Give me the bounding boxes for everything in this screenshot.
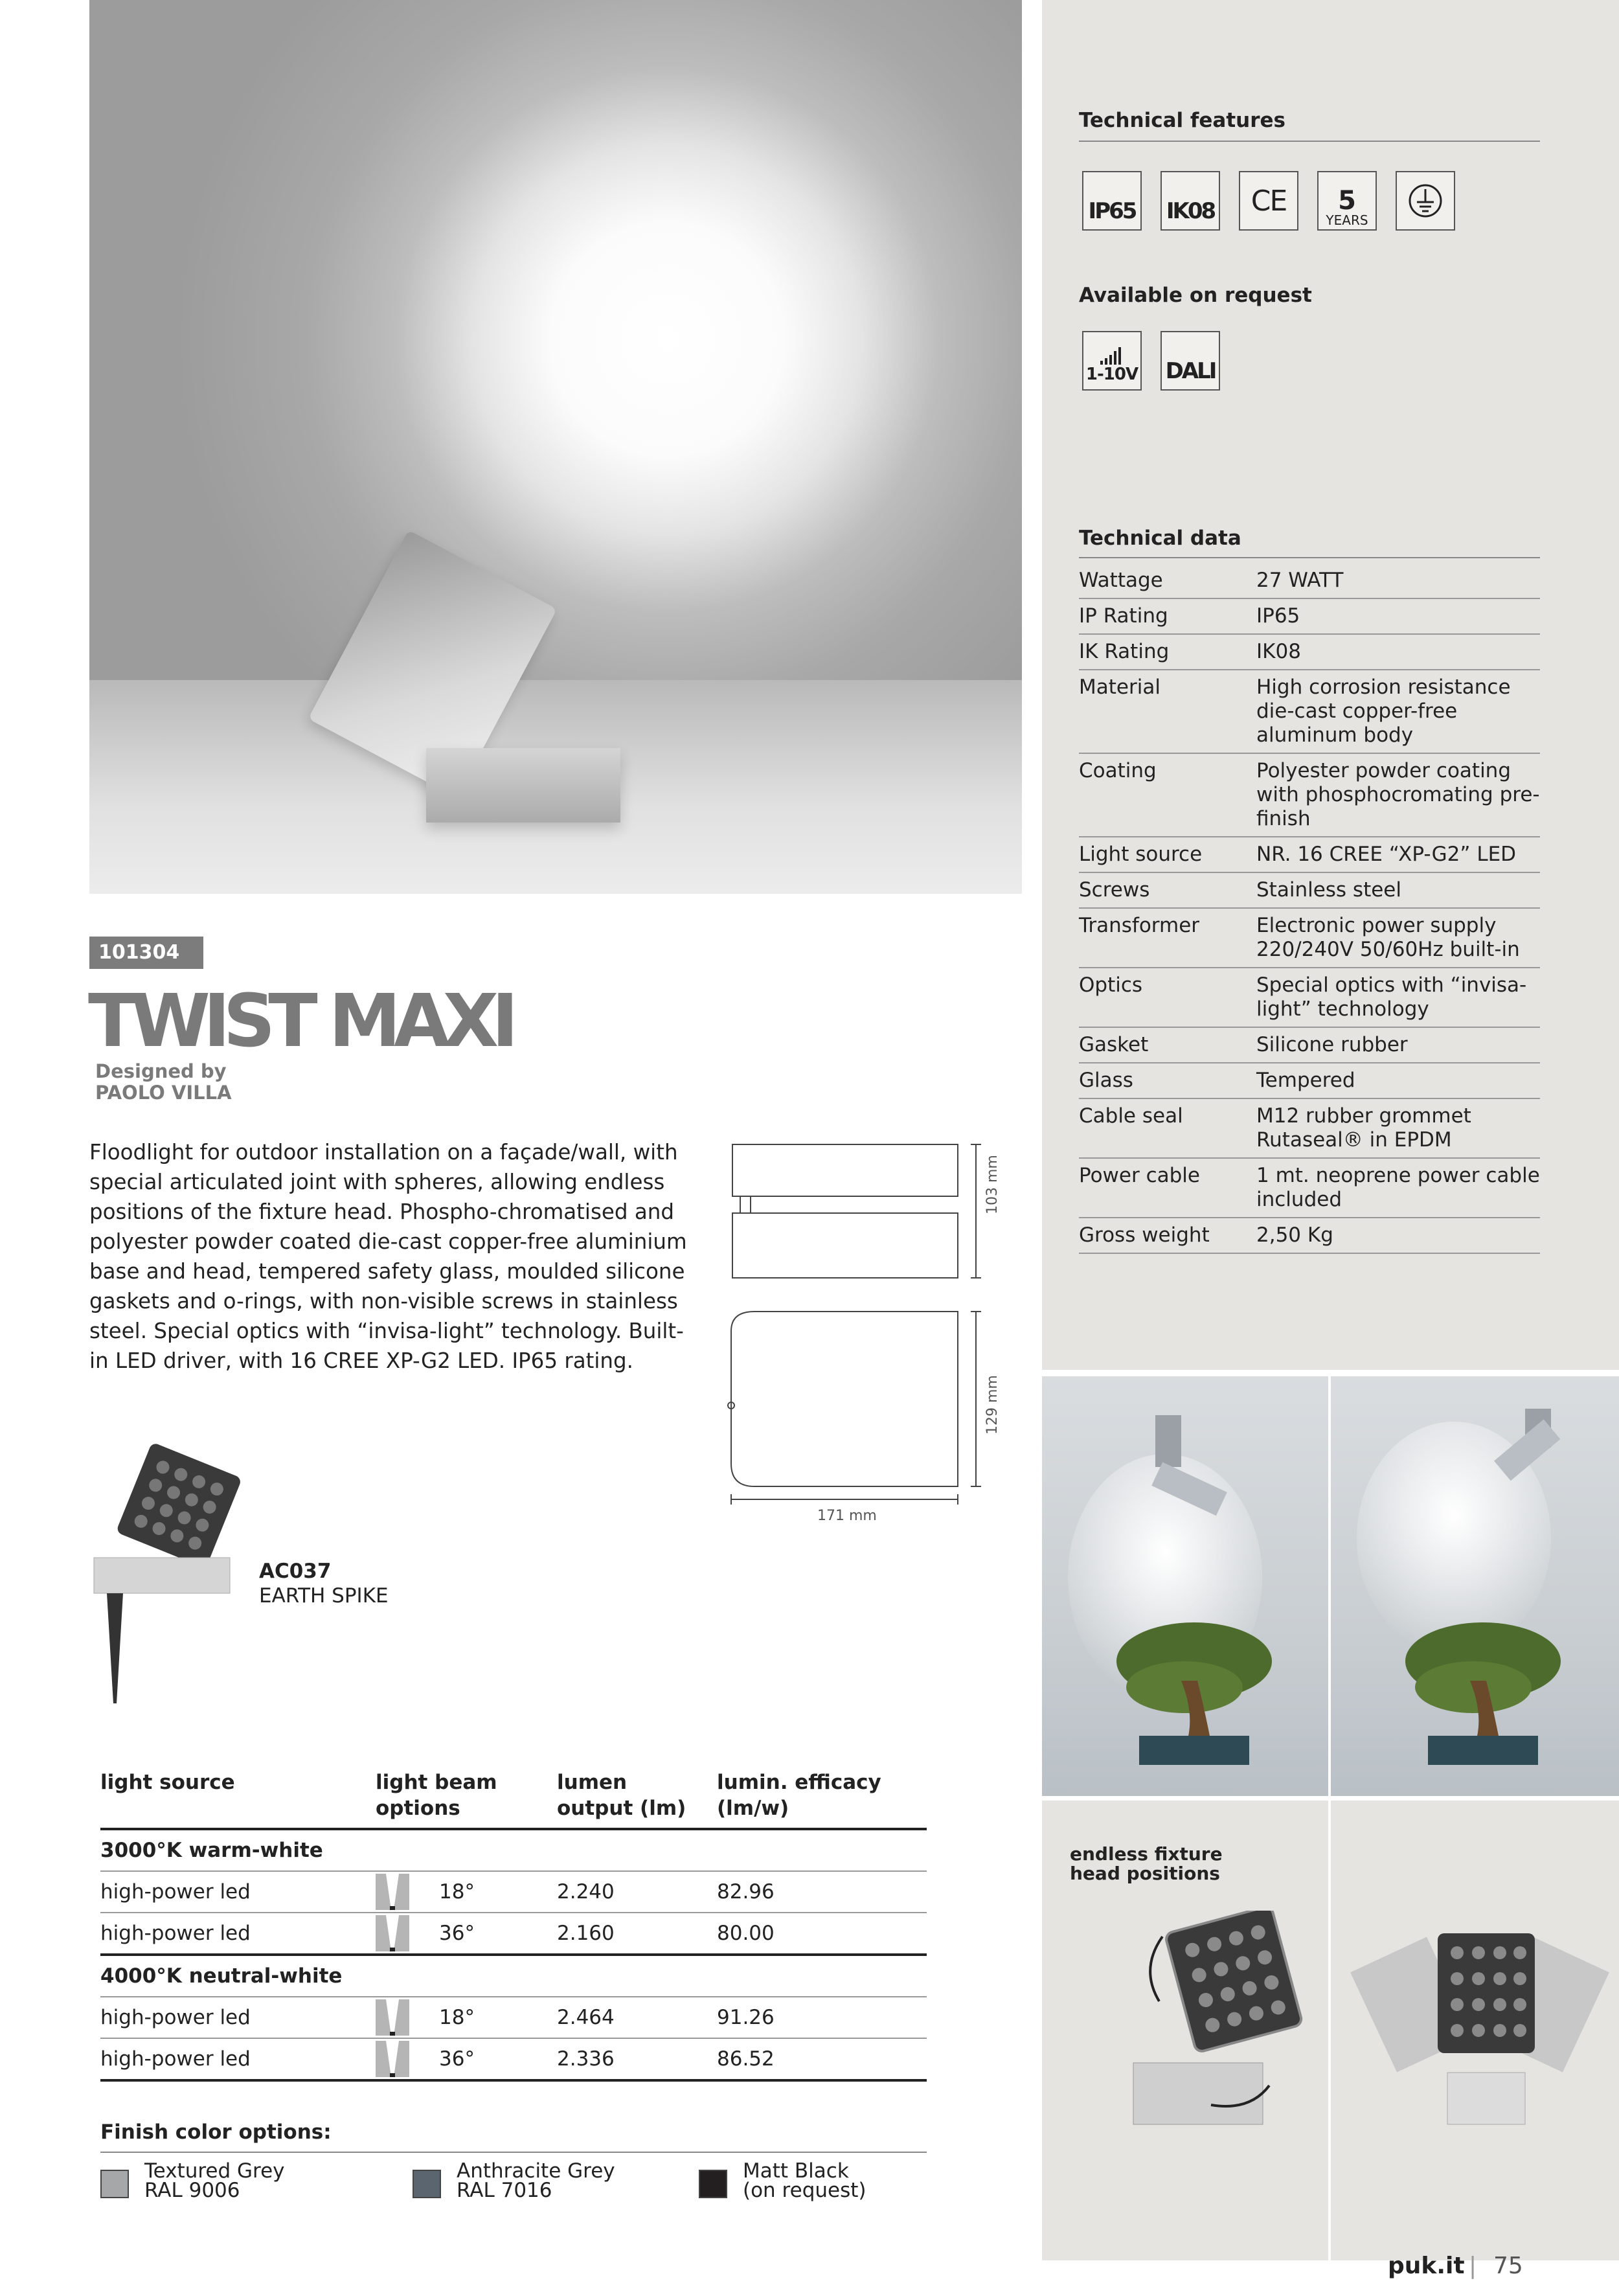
finish-textured-grey: Textured Grey RAL 9006	[144, 2159, 285, 2202]
divider	[1079, 557, 1540, 558]
light-source-row	[100, 2038, 927, 2080]
dimming-1-10v-label: 1-10V	[1085, 365, 1138, 384]
efficacy-cell: 82.96	[717, 1871, 927, 1913]
finish-options-title: Finish color options:	[100, 2120, 332, 2144]
designed-by-label: Designed by	[95, 1060, 227, 1082]
color-temperature-label: 4000°K neutral-white	[100, 1955, 927, 1997]
light-beam-icon	[376, 1999, 409, 2036]
tech-data-value: M12 rubber grommet Rutaseal® in EPDM	[1256, 1098, 1540, 1158]
tech-data-value: Stainless steel	[1256, 872, 1540, 908]
tech-data-row	[1079, 1098, 1540, 1158]
light-beam-cell	[376, 1997, 557, 2038]
divider	[1079, 141, 1540, 142]
tech-data-row	[1079, 670, 1540, 753]
accessory-code: AC037	[259, 1560, 332, 1583]
swatch-anthracite-grey	[413, 2170, 441, 2198]
light-source-row	[100, 1871, 927, 1913]
tech-data-label: Gross weight	[1079, 1218, 1256, 1253]
light-beam-cell	[376, 1913, 557, 1955]
divider	[100, 2152, 927, 2153]
available-on-request-title: Available on request	[1079, 284, 1312, 307]
hero-photo	[89, 0, 1022, 894]
dimming-1-10v-badge	[1082, 331, 1142, 391]
light-source-cell: high-power led	[100, 2038, 376, 2080]
light-beam-cell	[376, 2038, 557, 2080]
tech-data-row	[1079, 634, 1540, 670]
header-light-source: light source	[100, 1766, 376, 1829]
fixture-rotation-illustration	[1114, 1911, 1308, 2131]
tech-data-label: IK Rating	[1079, 634, 1256, 670]
tech-data-label: Coating	[1079, 753, 1256, 837]
designer-credit	[95, 1061, 232, 1104]
beam-angle: 18°	[439, 2006, 475, 2029]
header-lumen-output: lumen output (lm)	[557, 1766, 717, 1829]
finish-matt-black: Matt Black (on request)	[743, 2159, 866, 2202]
tech-data-label: Cable seal	[1079, 1098, 1256, 1158]
ce-mark-badge: CE	[1239, 171, 1298, 231]
tech-data-label: Light source	[1079, 837, 1256, 872]
tech-data-row	[1079, 598, 1540, 634]
fixture-positions-illustration	[1350, 1924, 1609, 2137]
tech-data-value: Electronic power supply 220/240V 50/60Hz built-in	[1256, 908, 1540, 968]
beam-angle: 36°	[439, 2047, 475, 2071]
tech-data-label: Gasket	[1079, 1027, 1256, 1063]
endless-positions-label: endless fixture head positions	[1070, 1843, 1223, 1884]
light-source-row	[100, 1997, 927, 2038]
light-source-table	[100, 1766, 927, 2082]
dimension-height-front: 129 mm	[984, 1375, 1001, 1435]
swatch-textured-grey	[100, 2170, 129, 2198]
tech-data-value: 2,50 Kg	[1256, 1218, 1540, 1253]
lumen-output-cell: 2.240	[557, 1871, 717, 1913]
designer-name: PAOLO VILLA	[95, 1082, 232, 1104]
fixture-base	[426, 748, 620, 823]
dali-badge: DALI	[1160, 331, 1220, 391]
tech-data-row	[1079, 837, 1540, 872]
signal-bars-icon	[1099, 347, 1125, 365]
tech-data-value: IP65	[1256, 598, 1540, 634]
efficacy-cell: 91.26	[717, 1997, 927, 2038]
warranty-years-number: 5	[1338, 186, 1356, 216]
color-temperature-label: 3000°K warm-white	[100, 1829, 927, 1871]
light-source-cell: high-power led	[100, 1997, 376, 2038]
footer-brand-link[interactable]: puk.it	[1388, 2253, 1465, 2279]
tech-data-row	[1079, 563, 1540, 598]
dimension-width: 171 mm	[817, 1508, 877, 1524]
tech-data-label: IP Rating	[1079, 598, 1256, 634]
lumen-output-cell: 2.160	[557, 1913, 717, 1955]
tech-data-value: 1 mt. neoprene power cable included	[1256, 1158, 1540, 1218]
lumen-output-cell: 2.336	[557, 2038, 717, 2080]
light-source-cell: high-power led	[100, 1871, 376, 1913]
footer-separator: |	[1469, 2253, 1477, 2279]
light-source-cell: high-power led	[100, 1913, 376, 1955]
bonsai-photo-left	[1042, 1376, 1328, 1796]
tech-data-row	[1079, 1027, 1540, 1063]
tech-data-value: IK08	[1256, 634, 1540, 670]
page-number: 75	[1493, 2253, 1523, 2279]
finish-anthracite-grey: Anthracite Grey RAL 7016	[457, 2159, 615, 2202]
tech-data-label: Glass	[1079, 1063, 1256, 1098]
lumen-output-cell: 2.464	[557, 1997, 717, 2038]
color-temperature-group-row	[100, 1829, 927, 1871]
tech-data-row	[1079, 1218, 1540, 1253]
efficacy-cell: 80.00	[717, 1913, 927, 1955]
tech-data-row	[1079, 1063, 1540, 1098]
beam-angle: 36°	[439, 1922, 475, 1945]
tech-data-value: NR. 16 CREE “XP-G2” LED	[1256, 837, 1540, 872]
tech-data-label: Power cable	[1079, 1158, 1256, 1218]
efficacy-cell: 86.52	[717, 2038, 927, 2080]
tech-data-value: High corrosion resistance die-cast copper-free aluminum body	[1256, 670, 1540, 753]
tech-data-label: Material	[1079, 670, 1256, 753]
light-beam-icon	[376, 1915, 409, 1951]
tech-data-value: Special optics with “invisa-light” technology	[1256, 968, 1540, 1027]
tech-data-value: Silicone rubber	[1256, 1027, 1540, 1063]
warranty-years-label: YEARS	[1326, 212, 1368, 228]
technical-drawings	[722, 1137, 988, 1512]
light-beam-cell	[376, 1871, 557, 1913]
ip65-badge: IP65	[1082, 171, 1142, 231]
technical-data-table	[1079, 563, 1540, 1254]
color-temperature-group-row	[100, 1955, 927, 1997]
tech-data-row	[1079, 908, 1540, 968]
beam-angle: 18°	[439, 1880, 475, 1904]
dimension-drawing	[722, 1137, 988, 1512]
tech-data-label: Optics	[1079, 968, 1256, 1027]
product-description	[89, 1137, 698, 1376]
tech-data-label: Transformer	[1079, 908, 1256, 968]
tech-data-row	[1079, 1158, 1540, 1218]
light-beam-icon	[376, 1874, 409, 1910]
light-source-row	[100, 1913, 927, 1955]
swatch-matt-black	[699, 2170, 727, 2198]
ground-icon	[1396, 171, 1455, 231]
tech-data-row	[1079, 872, 1540, 908]
tech-data-label: Wattage	[1079, 563, 1256, 598]
tech-data-row	[1079, 753, 1540, 837]
earth-spike-photo	[87, 1438, 256, 1710]
header-efficacy: lumin. efficacy (lm/w)	[717, 1766, 927, 1829]
technical-data-title: Technical data	[1079, 527, 1241, 550]
technical-features-title: Technical features	[1079, 109, 1285, 132]
tech-data-value: Tempered	[1256, 1063, 1540, 1098]
product-title: TWIST MAXI	[88, 979, 512, 1063]
tech-data-label: Screws	[1079, 872, 1256, 908]
tech-data-value: Polyester powder coating with phosphocromating pre-finish	[1256, 753, 1540, 837]
accessory-name: EARTH SPIKE	[259, 1584, 389, 1608]
header-light-beam: light beam options	[376, 1766, 557, 1829]
bonsai-photo-right	[1331, 1376, 1619, 1796]
ik08-badge: IK08	[1160, 171, 1220, 231]
dimension-height-side: 103 mm	[984, 1155, 1001, 1214]
light-beam-icon	[376, 2041, 409, 2077]
tech-data-row	[1079, 968, 1540, 1027]
warranty-badge	[1317, 171, 1377, 231]
earth-spike-illustration	[87, 1438, 256, 1710]
description-text: Floodlight for outdoor installation on a façade/wall, with special articulated joint with spheres, allowing endless positions of the fixture head. Phospho-chromatised and polyester powder coated die-cast copper-free aluminium base and head, tempered safety glass, moulded silicone gaskets and o-rings, with non-visible screws in stainless steel. Special optics with “invisa-light” technology. Built-in LED driver, with 16 CREE XP-G2 LED. IP65 rating.	[89, 1140, 687, 1373]
product-code-tag: 101304	[89, 937, 203, 969]
tech-data-value: 27 WATT	[1256, 563, 1540, 598]
